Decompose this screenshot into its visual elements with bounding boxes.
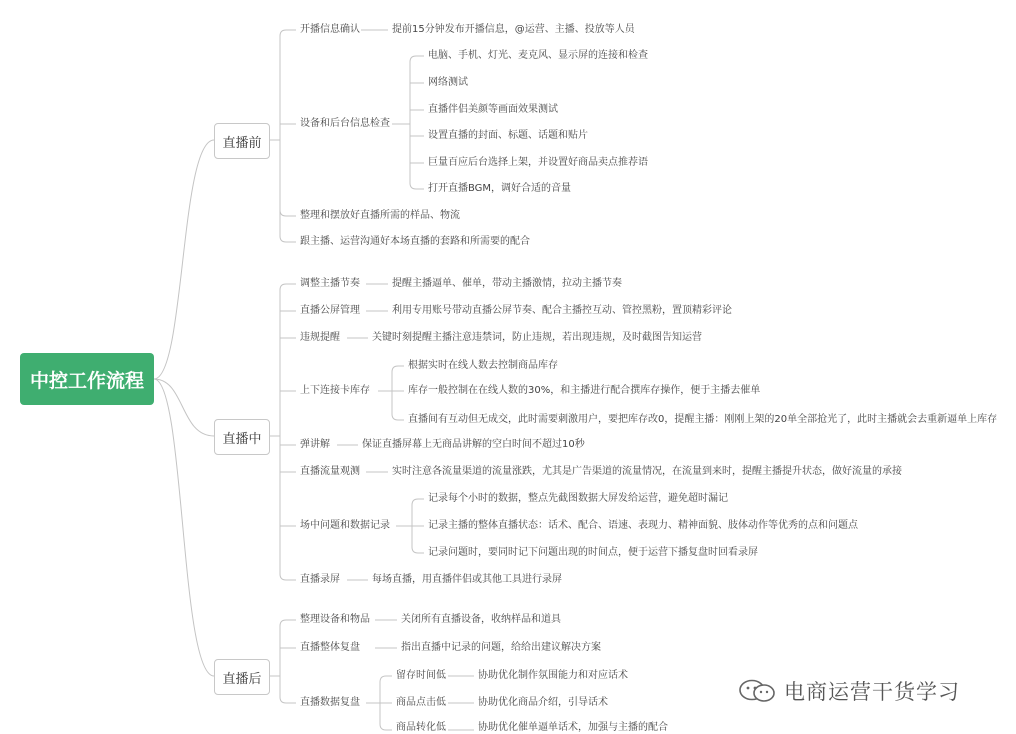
pre-node-device-check: 设备和后台信息检查 xyxy=(300,118,390,129)
watermark-text: 电商运营干货学习 xyxy=(784,680,960,704)
watermark xyxy=(738,676,960,706)
mid-inventory-item: 库存一般控制在在线人数的30%，和主播进行配合撰库存操作，便于主播去催单 xyxy=(408,385,761,396)
root-node: 中控工作流程 xyxy=(20,353,154,405)
post-node-data-review: 直播数据复盘 xyxy=(300,697,360,708)
post-node-review-detail: 指出直播中记录的问题，给给出建议解决方案 xyxy=(401,642,601,653)
post-node-cleanup-detail: 关闭所有直播设备，收纳样品和道具 xyxy=(401,614,561,625)
pre-device-item: 电脑、手机、灯光、麦克风、显示屏的连接和检查 xyxy=(428,50,648,61)
post-data-item-detail: 协助优化制作氛围能力和对应话术 xyxy=(478,670,628,681)
mid-node-explain: 弹讲解 xyxy=(300,439,330,450)
mid-node-comments-detail: 利用专用账号带动直播公屏节奏、配合主播控互动、管控黑粉，置顶精彩评论 xyxy=(392,305,732,316)
pre-device-item: 网络测试 xyxy=(428,77,468,88)
pre-node-confirm-info: 开播信息确认 xyxy=(300,24,360,35)
stage-live: 直播中 xyxy=(214,419,270,455)
pre-node-communicate: 跟主播、运营沟通好本场直播的套路和所需要的配合 xyxy=(300,236,530,247)
mid-node-violation-detail: 关键时刻提醒主播注意违禁词，防止违规，若出现违规，及时截图告知运营 xyxy=(372,332,702,343)
wechat-icon xyxy=(738,678,778,704)
pre-device-item: 打开直播BGM，调好合适的音量 xyxy=(428,183,572,194)
pre-device-item: 巨量百应后台选择上架，并设置好商品卖点推荐语 xyxy=(428,157,648,168)
post-data-item-detail: 协助优化催单逼单话术，加强与主播的配合 xyxy=(478,722,668,733)
mid-node-comments: 直播公屏管理 xyxy=(300,305,360,316)
mid-inventory-item: 根据实时在线人数去控制商品库存 xyxy=(408,360,558,371)
mid-inventory-item: 直播间有互动但无成交，此时需要刺激用户，要把库存改0，提醒主播：刚刚上架的20单全部抢光了，此时主播就会去重新逼单上库存 xyxy=(408,414,998,425)
mid-node-inventory: 上下连接卡库存 xyxy=(300,385,370,396)
pre-device-item: 设置直播的封面、标题、话题和贴片 xyxy=(428,130,588,141)
post-node-review: 直播整体复盘 xyxy=(300,642,360,653)
post-data-item-label: 留存时间低 xyxy=(396,670,446,681)
post-data-item-detail: 协助优化商品介绍，引导话术 xyxy=(478,697,608,708)
mid-record-item: 记录主播的整体直播状态：话术、配合、语速、表现力、精神面貌、肢体动作等优秀的点和问题点 xyxy=(428,520,858,531)
mid-node-violation: 违规提醒 xyxy=(300,332,340,343)
mid-node-recording: 直播录屏 xyxy=(300,574,340,585)
mid-node-rhythm-detail: 提醒主播逼单、催单，带动主播激情，拉动主播节奏 xyxy=(392,278,622,289)
mid-node-traffic: 直播流量观测 xyxy=(300,466,360,477)
mid-record-item: 记录问题时，要同时记下问题出现的时间点，便于运营下播复盘时回看录屏 xyxy=(428,547,758,558)
mid-node-traffic-detail: 实时注意各流量渠道的流量涨跌，尤其是广告渠道的流量情况，在流量到来时，提醒主播提升状态，做好流量的承接 xyxy=(392,466,902,477)
stage-pre-live: 直播前 xyxy=(214,123,270,159)
pre-device-item: 直播伴侣美颜等画面效果测试 xyxy=(428,104,558,115)
mid-node-recording-detail: 每场直播，用直播伴侣或其他工具进行录屏 xyxy=(372,574,562,585)
post-data-item-label: 商品点击低 xyxy=(396,697,446,708)
pre-node-samples: 整理和摆放好直播所需的样品、物流 xyxy=(300,210,460,221)
mid-node-explain-detail: 保证直播屏幕上无商品讲解的空白时间不超过10秒 xyxy=(362,439,585,450)
mid-node-records: 场中问题和数据记录 xyxy=(300,520,390,531)
post-node-cleanup: 整理设备和物品 xyxy=(300,614,370,625)
mid-record-item: 记录每个小时的数据，整点先截图数据大屏发给运营，避免超时漏记 xyxy=(428,493,728,504)
pre-node-confirm-info-detail: 提前15分钟发布开播信息，@运营、主播、投放等人员 xyxy=(392,24,635,35)
post-data-item-label: 商品转化低 xyxy=(396,722,446,733)
stage-post-live: 直播后 xyxy=(214,659,270,695)
mid-node-rhythm: 调整主播节奏 xyxy=(300,278,360,289)
